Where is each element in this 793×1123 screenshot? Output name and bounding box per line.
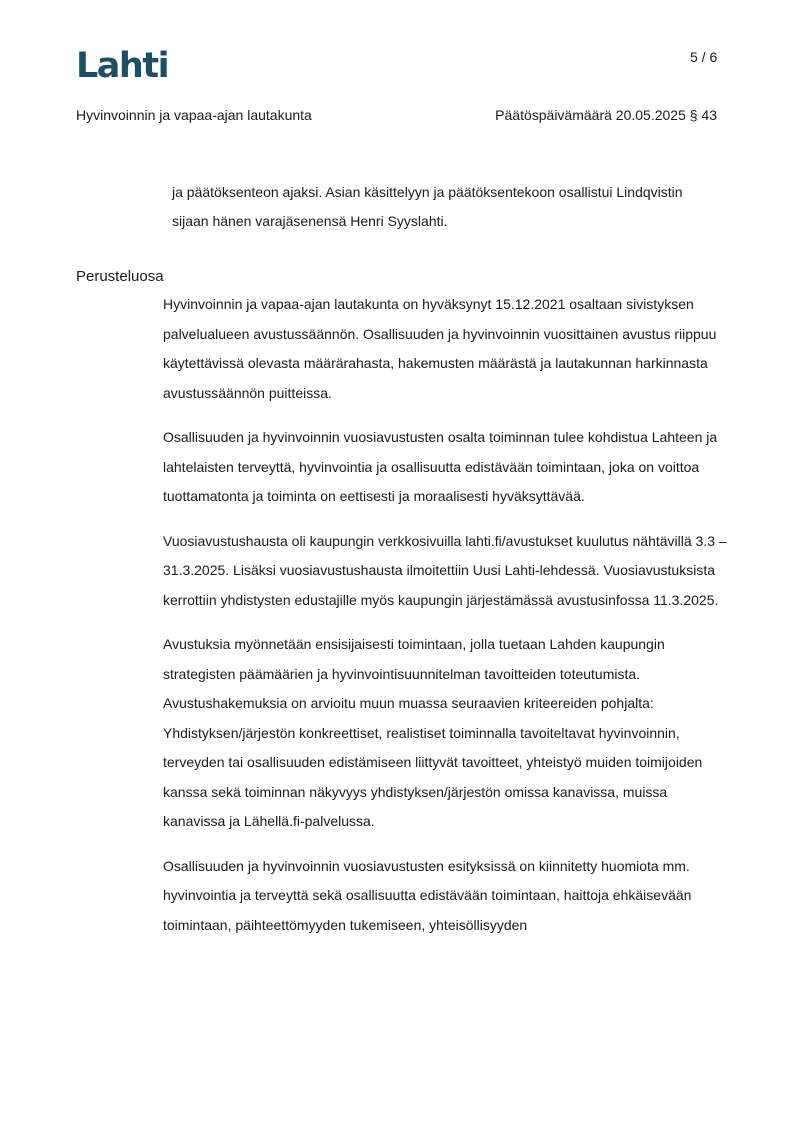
section-title: Perusteluosa (76, 268, 164, 285)
lahti-logo (76, 46, 168, 82)
logo-text: Lahti (76, 46, 168, 82)
paragraph: Avustuksia myönnetään ensisijaisesti toimintaan, jolla tuetaan Lahden kaupungin strategisten päämäärien ja hyvinvointisuunnitelman tavoitteiden toteutumista. Avustushakemuksia on arvioitu muun muassa seuraavien kriteereiden pohjalta: Yhdistyksen/järjestön konkreettiset, realistiset toiminnalla tavoiteltavat hyvinvoinnin, terveyden tai osallisuuden edistämiseen liittyvät tavoitteet, yhteistyö muiden toimijoiden kanssa sekä toiminnan näkyvyys yhdistyksen/järjestön omissa kanavissa, muissa kanavissa ja Lähellä.fi-palvelussa. (163, 636, 703, 829)
intro-line: sijaan hänen varajäsenensä Henri Syyslahti. (172, 213, 448, 229)
body-text (163, 290, 733, 955)
paragraph: Osallisuuden ja hyvinvoinnin vuosiavustusten osalta toiminnan tulee kohdistua Lahteen ja lahtelaisten terveyttä, hyvinvointia ja osallisuutta edistävään toimintaan, joka on voittoa tuottamatonta ja toiminta on eettisesti ja moraalisesti hyväksyttävää. (163, 429, 718, 504)
intro-text (172, 178, 732, 236)
paragraph: Hyvinvoinnin ja vapaa-ajan lautakunta on hyväksynyt 15.12.2021 osaltaan sivistyksen palvelualueen avustussäännön. Osallisuuden ja hyvinvoinnin vuosittainen avustus riippuu käytettävissä olevasta määrärahasta, hakemusten määrästä ja lautakunnan harkinnasta avustussäännön puitteissa. (163, 296, 717, 401)
page-number: 5 / 6 (690, 49, 718, 65)
intro-line: ja päätöksenteon ajaksi. Asian käsittelyyn ja päätöksentekoon osallistui Lindqvistin (172, 184, 683, 200)
decision-date: Päätöspäivämäärä 20.05.2025 § 43 (495, 107, 717, 123)
paragraph: Osallisuuden ja hyvinvoinnin vuosiavustusten esityksissä on kiinnitetty huomiota mm. hyvinvointia ja terveyttä sekä osallisuutta edistävään toimintaan, haittoja ehkäisevään toimintaan, päihteettömyyden tukemiseen, yhteisöllisyyden (163, 857, 692, 933)
paragraph: Vuosiavustushausta oli kaupungin verkkosivuilla lahti.fi/avustukset kuulutus nähtävillä 3.3 – 31.3.2025. Lisäksi vuosiavustushausta ilmoitettiin Uusi Lahti-lehdessä. Vuosiavustuksista kerrottiin yhdistysten edustajille myös kaupungin järjestämässä avustusinfossa 11.3.2025. (163, 532, 727, 608)
committee-name: Hyvinvoinnin ja vapaa-ajan lautakunta (76, 107, 312, 123)
